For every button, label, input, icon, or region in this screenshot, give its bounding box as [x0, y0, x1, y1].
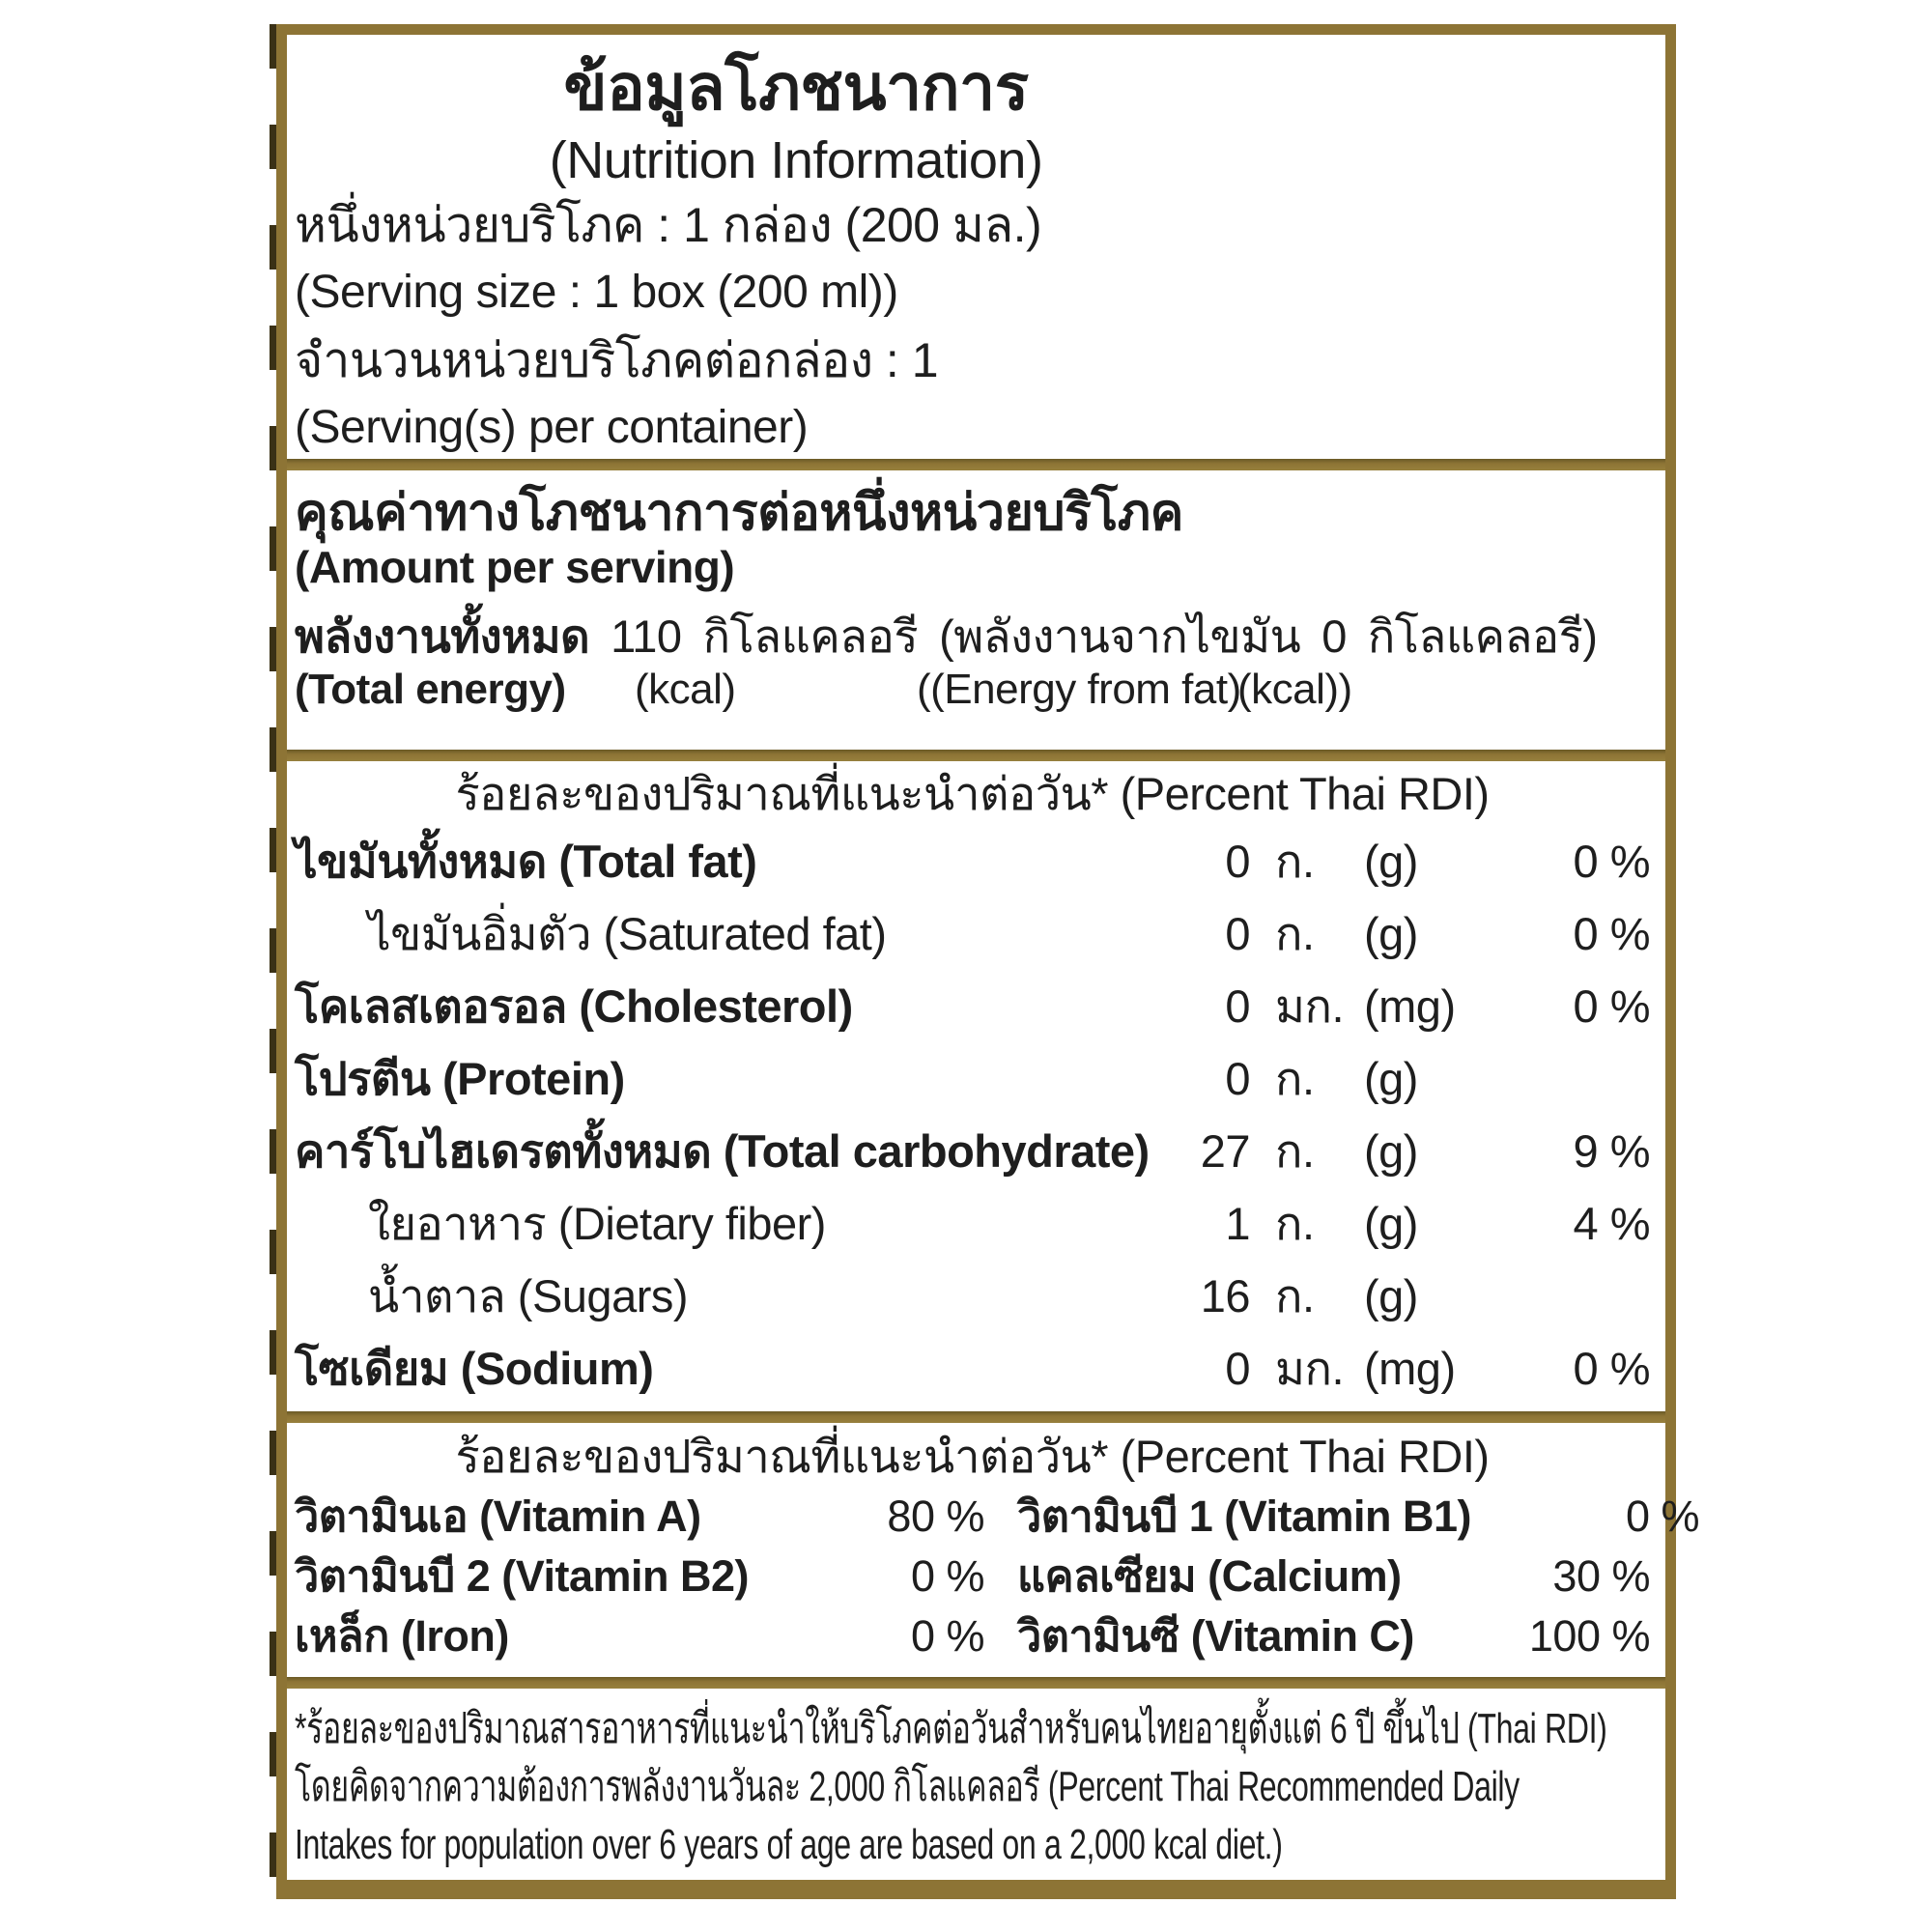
- nutrient-percent: 0 %: [1573, 836, 1650, 887]
- servings-per-container-thai: จำนวนหน่วยบริโภคต่อกล่อง : 1: [295, 333, 939, 387]
- label-title-thai: ข้อมูลโภชนาการ: [563, 51, 1029, 123]
- total-energy-line: [295, 610, 1650, 664]
- nutrient-table-section: [287, 763, 1665, 1411]
- nutrient-amount: 0: [1225, 1053, 1250, 1104]
- nutrient-amount: 27: [1200, 1125, 1250, 1177]
- nutrient-unit-thai: ก.: [1275, 836, 1315, 887]
- footnote-line: *ร้อยละของปริมาณสารอาหารที่แนะนำให้บริโภคต่อวันสำหรับคนไทยอายุตั้งแต่ 6 ปี ขึ้นไป (Thai RDI): [295, 1705, 1607, 1752]
- label-heading: [295, 44, 1297, 191]
- table-row-cholesterol: [295, 970, 1650, 1042]
- table-row-sodium: [295, 1332, 1650, 1405]
- energy-from-fat-unit-english: (kcal)): [1237, 666, 1352, 713]
- vitamin-percent: 80 %: [887, 1492, 984, 1541]
- section-divider: [287, 750, 1665, 761]
- vitamin-name: วิตามินซี (Vitamin C): [1017, 1611, 1414, 1661]
- table-row-dietary-fiber: [295, 1187, 1650, 1260]
- nutrient-unit-thai: ก.: [1275, 908, 1315, 959]
- total-energy-unit-thai: กิโลแคลอรี: [702, 611, 919, 662]
- amount-per-serving-english: (Amount per serving): [295, 542, 735, 592]
- table-row-total-carbohydrate: [295, 1115, 1650, 1187]
- serving-size-thai: หนึ่งหน่วยบริโภค : 1 กล่อง (200 มล.): [295, 198, 1042, 252]
- amount-per-serving-thai: คุณค่าทางโภชนาการต่อหนึ่งหน่วยบริโภค: [295, 485, 1183, 541]
- nutrient-percent: 0 %: [1573, 980, 1650, 1032]
- nutrient-name: โซเดียม (Sodium): [295, 1343, 654, 1394]
- nutrition-label: [276, 24, 1699, 1899]
- nutrient-amount: 0: [1225, 1343, 1250, 1394]
- nutrient-name: โปรตีน (Protein): [295, 1053, 625, 1104]
- nutrient-amount: 16: [1200, 1270, 1250, 1321]
- vitamin-name: วิตามินบี 2 (Vitamin B2): [295, 1551, 749, 1601]
- nutrient-unit-thai: ก.: [1275, 1270, 1315, 1321]
- section-divider: [287, 1677, 1665, 1689]
- nutrient-unit-english: (g): [1364, 1053, 1418, 1104]
- nutrient-unit-english: (g): [1364, 836, 1418, 887]
- vitamin-percent: 0 %: [910, 1611, 984, 1661]
- table-row-saturated-fat: [295, 897, 1650, 970]
- label-title-english: (Nutrition Information): [549, 131, 1043, 189]
- footnote-section: [287, 1689, 1665, 1886]
- nutrient-name: โคเลสเตอรอล (Cholesterol): [295, 980, 853, 1032]
- footnote-line: Intakes for population over 6 years of age are based on a 2,000 kcal diet.): [295, 1821, 1283, 1868]
- nutrient-unit-english: (mg): [1364, 1343, 1456, 1394]
- vitamin-name: วิตามินเอ (Vitamin A): [295, 1492, 701, 1541]
- nutrient-percent: 0 %: [1573, 1343, 1650, 1394]
- vitamins-section: [287, 1427, 1699, 1677]
- nutrient-unit-thai: มก.: [1275, 1343, 1344, 1394]
- nutrient-unit-thai: ก.: [1275, 1125, 1315, 1177]
- nutrient-name: คาร์โบไฮเดรตทั้งหมด (Total carbohydrate): [295, 1125, 1150, 1177]
- nutrient-name: ไขมันทั้งหมด (Total fat): [295, 836, 757, 887]
- energy-section: [287, 470, 1665, 750]
- nutrient-unit-thai: ก.: [1275, 1198, 1315, 1249]
- table-row-sugars: [295, 1260, 1650, 1332]
- nutrient-unit-thai: มก.: [1275, 980, 1344, 1032]
- total-energy-unit-english: (kcal): [635, 666, 736, 713]
- table-row-vitamin-a-b1: [295, 1487, 1699, 1547]
- table-row-iron-vitamin-c: [295, 1606, 1650, 1666]
- nutrient-unit-thai: ก.: [1275, 1053, 1315, 1104]
- percent-thai-rdi-header: ร้อยละของปริมาณที่แนะนำต่อวัน* (Percent Thai RDI): [455, 768, 1490, 819]
- nutrient-unit-english: (mg): [1364, 980, 1456, 1032]
- nutrient-percent: 0 %: [1573, 908, 1650, 959]
- vitamin-name: เหล็ก (Iron): [295, 1611, 509, 1661]
- vitamin-percent: 100 %: [1528, 1611, 1650, 1661]
- energy-from-fat-suffix-thai: กิโลแคลอรี): [1367, 611, 1598, 662]
- nutrient-percent: 9 %: [1573, 1125, 1650, 1177]
- nutrient-name: น้ำตาล (Sugars): [368, 1270, 689, 1321]
- footnote-line: โดยคิดจากความต้องการพลังงานวันละ 2,000 กิโลแคลอรี (Percent Thai Recommended Daily: [295, 1763, 1520, 1810]
- nutrient-amount: 0: [1225, 908, 1250, 959]
- nutrient-unit-english: (g): [1364, 1198, 1418, 1249]
- table-row-vitamin-b2-calcium: [295, 1547, 1650, 1606]
- total-energy-name-english: (Total energy): [295, 666, 566, 713]
- vitamin-percent: 30 %: [1552, 1551, 1650, 1601]
- nutrient-unit-english: (g): [1364, 908, 1418, 959]
- serving-size-english: (Serving size : 1 box (200 ml)): [295, 267, 898, 318]
- servings-per-container-english: (Serving(s) per container): [295, 402, 809, 453]
- nutrient-amount: 0: [1225, 980, 1250, 1032]
- total-energy-value: 110: [611, 611, 682, 662]
- energy-from-fat-english: ((Energy from fat): [917, 666, 1241, 713]
- section-divider: [287, 1411, 1665, 1423]
- total-energy-line-english: [295, 664, 1650, 716]
- nutrient-name: ไขมันอิ่มตัว (Saturated fat): [368, 908, 887, 959]
- nutrient-percent: 4 %: [1573, 1198, 1650, 1249]
- energy-from-fat-value: 0: [1321, 611, 1347, 662]
- vitamin-name: แคลเซียม (Calcium): [1017, 1551, 1402, 1601]
- nutrient-amount: 1: [1225, 1198, 1250, 1249]
- total-energy-name-thai: พลังงานทั้งหมด: [295, 611, 590, 662]
- vitamin-name: วิตามินบี 1 (Vitamin B1): [1017, 1492, 1471, 1541]
- nutrient-unit-english: (g): [1364, 1270, 1418, 1321]
- table-row-protein: [295, 1042, 1650, 1115]
- vitamin-percent: 0 %: [1625, 1492, 1699, 1541]
- percent-thai-rdi-header: ร้อยละของปริมาณที่แนะนำต่อวัน* (Percent Thai RDI): [455, 1431, 1490, 1482]
- serving-section: [287, 35, 1665, 459]
- nutrient-unit-english: (g): [1364, 1125, 1418, 1177]
- energy-from-fat-prefix-thai: (พลังงานจากไขมัน: [939, 611, 1301, 662]
- nutrient-name: ใยอาหาร (Dietary fiber): [368, 1198, 826, 1249]
- vitamin-percent: 0 %: [910, 1551, 984, 1601]
- nutrient-amount: 0: [1225, 836, 1250, 887]
- thai-rdi-footnote: [295, 1700, 1650, 1874]
- table-row-total-fat: [295, 825, 1650, 897]
